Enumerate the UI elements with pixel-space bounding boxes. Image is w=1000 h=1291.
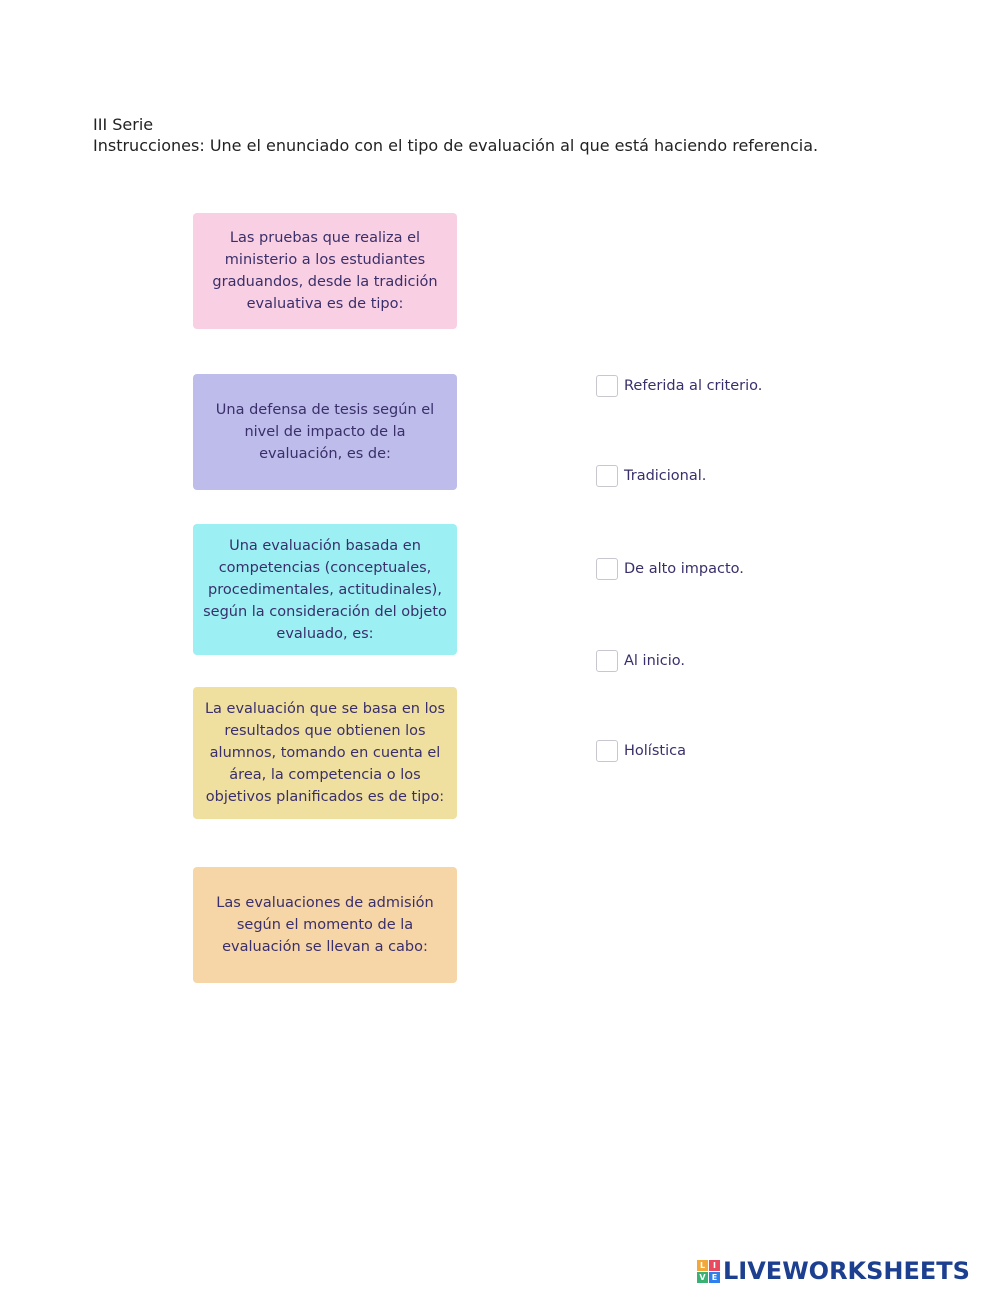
prompt-card-3 [193,524,457,655]
brand-name: LIVEWORKSHEETS [723,1257,970,1285]
prompt-text-2: Una defensa de tesis según el nivel de impacto de la evaluación, es de: [215,402,435,462]
logo-letter-i: I [709,1260,720,1271]
prompt-text-5: Las evaluaciones de admisión según el momento de la evaluación se llevan a cabo: [216,895,434,955]
option-row-3 [596,556,744,582]
prompt-text-3: Una evaluación basada en competencias (conceptuales, procedimentales, actitudinales), según la consideración del objeto evaluado, es: [203,537,447,642]
worksheet-header [93,114,973,156]
option-row-5 [596,738,686,764]
option-label-5: Holística [624,743,686,759]
prompt-card-2 [193,374,457,490]
option-row-4 [596,648,685,674]
option-label-2: Tradicional. [624,468,707,484]
option-row-1 [596,373,762,399]
prompt-text-4: La evaluación que se basa en los resultados que obtienen los alumnos, tomando en cuenta el área, la competencia o los objetivos planificados es de tipo: [204,701,446,805]
answer-checkbox-1[interactable] [596,375,618,397]
answer-checkbox-5[interactable] [596,740,618,762]
series-title: III Serie [93,115,154,134]
option-row-2 [596,463,706,489]
logo-letter-v: V [697,1272,708,1283]
prompt-text-1: Las pruebas que realiza el ministerio a los estudiantes graduandos, desde la tradición evaluativa es de tipo: [212,230,438,312]
option-label-1: Referida al criterio. [624,378,763,394]
option-label-3: De alto impacto. [624,561,744,577]
logo-letter-l: L [697,1260,708,1271]
liveworksheets-mark-icon [697,1260,720,1283]
answer-checkbox-3[interactable] [596,558,618,580]
answer-checkbox-2[interactable] [596,465,618,487]
logo-letter-e: E [709,1272,720,1283]
liveworksheets-logo [697,1256,970,1286]
instructions-text: Instrucciones: Une el enunciado con el tipo de evaluación al que está haciendo referencia. [93,136,819,155]
prompt-card-1 [193,213,457,329]
prompt-card-4 [193,687,457,819]
prompt-card-5 [193,867,457,983]
option-label-4: Al inicio. [624,653,686,669]
answer-checkbox-4[interactable] [596,650,618,672]
